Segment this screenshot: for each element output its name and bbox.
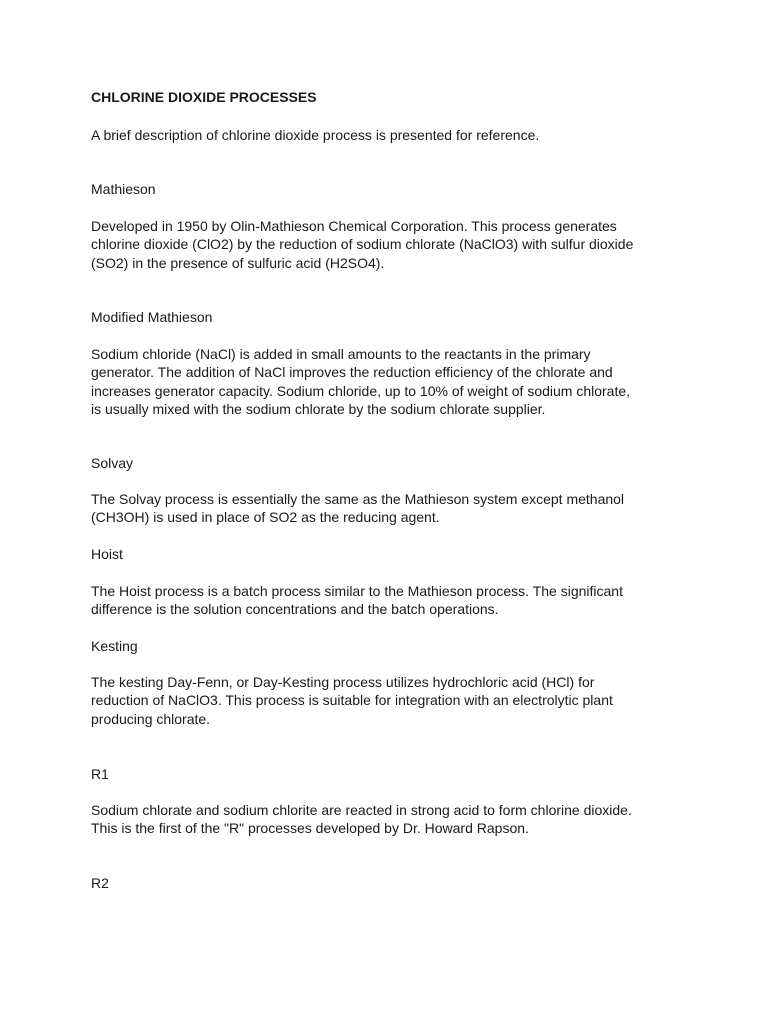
section-body-solvay: [91, 490, 624, 527]
section-heading-hoist: Hoist: [91, 546, 123, 562]
section-heading-mathieson: Mathieson: [91, 181, 156, 197]
body-line: increases generator capacity. Sodium chloride, up to 10% of weight of sodium chlorate,: [91, 382, 631, 399]
section-body-hoist: [91, 582, 623, 619]
body-line: generator. The addition of NaCl improves the reduction efficiency of the chlorate and: [91, 364, 613, 381]
section-heading-solvay: Solvay: [91, 455, 134, 471]
body-line: producing chlorate.: [91, 710, 211, 727]
body-line: The Solvay process is essentially the same as the Mathieson system except methanol: [91, 491, 625, 507]
body-line: (SO2) in the presence of sulfuric acid (H2SO4).: [91, 254, 385, 271]
section-body-kesting: [91, 673, 613, 728]
section-heading-kesting: Kesting: [91, 638, 138, 654]
document-title: CHLORINE DIOXIDE PROCESSES: [91, 89, 317, 105]
section-body-mathieson: [91, 217, 633, 272]
body-line: Developed in 1950 by Olin-Mathieson Chemical Corporation. This process generates: [91, 218, 617, 234]
body-line: Sodium chlorate and sodium chlorite are reacted in strong acid to form chlorine dioxide.: [91, 802, 632, 818]
body-line: The kesting Day-Fenn, or Day-Kesting process utilizes hydrochloric acid (HCl) for: [91, 674, 595, 690]
section-heading-r2: R2: [91, 875, 109, 891]
body-line: (CH3OH) is used in place of SO2 as the reducing agent.: [91, 509, 440, 526]
body-line: difference is the solution concentrations and the batch operations.: [91, 601, 499, 618]
section-body-modified-mathieson: [91, 345, 630, 418]
body-line: is usually mixed with the sodium chlorate by the sodium chlorate supplier.: [91, 400, 546, 417]
intro-text: A brief description of chlorine dioxide process is presented for reference.: [91, 127, 540, 143]
body-line: reduction of NaClO3. This process is suitable for integration with an electrolytic plant: [91, 692, 613, 709]
section-heading-modified-mathieson: Modified Mathieson: [91, 309, 213, 325]
body-line: Sodium chloride (NaCl) is added in small amounts to the reactants in the primary: [91, 346, 591, 362]
body-line: chlorine dioxide (ClO2) by the reduction of sodium chlorate (NaClO3) with sulfur dioxide: [91, 236, 634, 253]
body-line: This is the first of the "R" processes developed by Dr. Howard Rapson.: [91, 820, 529, 837]
body-line: The Hoist process is a batch process similar to the Mathieson process. The significant: [91, 583, 623, 599]
section-body-r1: [91, 801, 632, 838]
section-heading-r1: R1: [91, 766, 109, 782]
